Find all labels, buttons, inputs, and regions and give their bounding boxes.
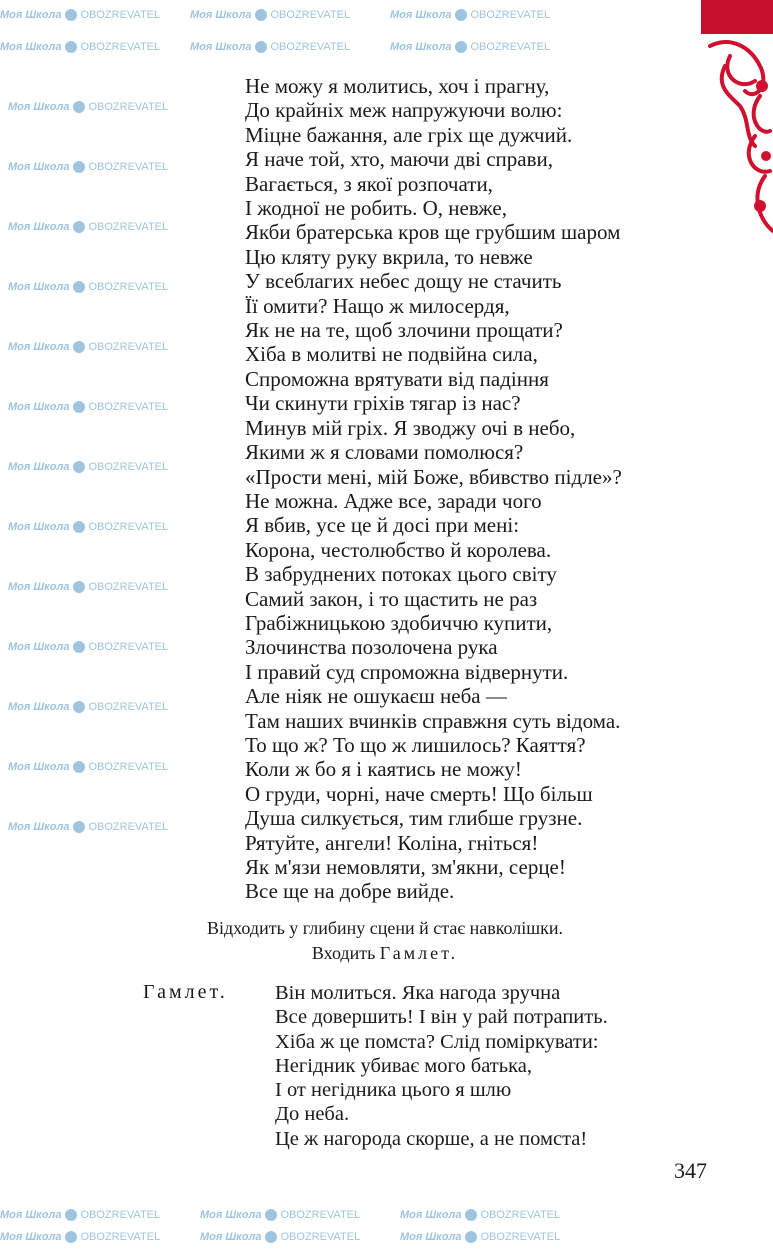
watermark [390,8,550,22]
watermark-school: Моя Школа [8,101,70,113]
verse-line: То що ж? То що ж лишилось? Каяття? [245,732,586,757]
verse-line: Душа силкується, тим глибше грузне. [245,806,583,831]
watermark-brand: OBOZREVATEL [80,41,161,53]
watermark-school: Моя Школа [0,9,62,21]
watermark [200,1230,360,1244]
watermark-school: Моя Школа [8,161,70,173]
verse-line: Вагається, з якої розпочати, [245,171,493,196]
watermark [0,1208,160,1222]
watermark-brand: OBOZREVATEL [88,281,169,293]
watermark-school: Моя Школа [8,341,70,353]
watermark-school: Моя Школа [0,1209,62,1221]
watermark-school: Моя Школа [400,1209,462,1221]
verse-line: До крайніх меж напружуючи волю: [245,98,563,123]
watermark [0,1230,160,1244]
verse-line: Але ніяк не ошукаєш неба — [245,684,507,709]
watermark [400,1208,560,1222]
watermark-brand: OBOZREVATEL [470,9,551,21]
obozrevatel-logo-icon [73,101,85,113]
watermark [8,640,168,654]
watermark [8,760,168,774]
watermark-brand: OBOZREVATEL [88,401,169,413]
watermark-school: Моя Школа [8,701,70,713]
watermark-school: Моя Школа [400,1231,462,1243]
verse-line: Хіба в молитві не подвійна сила, [245,342,538,367]
verse-line: І жодної не робить. О, невже, [245,196,507,221]
obozrevatel-logo-icon [465,1231,477,1243]
speaker-name: Гамлет. [143,981,228,1003]
verse-line: «Прости мені, мій Боже, вбивство підле»? [245,464,622,489]
obozrevatel-logo-icon [455,41,467,53]
obozrevatel-logo-icon [73,161,85,173]
watermark [8,160,168,174]
watermark [8,580,168,594]
watermark [8,340,168,354]
watermark-brand: OBOZREVATEL [88,161,169,173]
watermark-school: Моя Школа [8,281,70,293]
verse-line: Там наших вчинків справжня суть відома. [245,708,621,733]
watermark-school: Моя Школа [8,581,70,593]
stage-direction-entrance [140,941,630,965]
watermark-school: Моя Школа [390,41,452,53]
watermark [0,8,160,22]
watermark-school: Моя Школа [8,401,70,413]
watermark-brand: OBOZREVATEL [88,341,169,353]
watermark-brand: OBOZREVATEL [270,9,351,21]
watermark-brand: OBOZREVATEL [80,9,161,21]
watermark [8,820,168,834]
watermark [8,520,168,534]
obozrevatel-logo-icon [73,401,85,413]
watermark-brand: OBOZREVATEL [88,461,169,473]
watermark-brand: OBOZREVATEL [88,581,169,593]
watermark-school: Моя Школа [190,41,252,53]
verse-line: Грабіжницькою здобиччю купити, [245,610,553,635]
watermark [0,40,160,54]
watermark-school: Моя Школа [8,641,70,653]
verse-line: Міцне бажання, але гріх ще дужчий. [245,122,573,147]
verse-line: І правий суд спроможна відвернути. [245,659,569,684]
verse-line: Не можу я молитись, хоч і прагну, [245,74,550,98]
verse-line: Злочинства позолочена рука [245,635,498,660]
entrance-text: Входить [311,943,376,963]
obozrevatel-logo-icon [73,761,85,773]
watermark [8,700,168,714]
obozrevatel-logo-icon [73,581,85,593]
obozrevatel-logo-icon [465,1209,477,1221]
watermark-brand: OBOZREVATEL [88,821,169,833]
obozrevatel-logo-icon [65,1231,77,1243]
verse-line: Цю кляту руку вкрила, то невже [245,244,533,269]
watermark [8,220,168,234]
claudius-monologue [245,74,622,904]
obozrevatel-logo-icon [73,821,85,833]
obozrevatel-logo-icon [73,461,85,473]
verse-line: Не можна. Адже все, заради чого [245,488,542,513]
obozrevatel-logo-icon [73,281,85,293]
verse-line: Він молиться. Яка нагода зручна [275,982,561,1004]
watermark-brand: OBOZREVATEL [88,521,169,533]
watermark-school: Моя Школа [390,9,452,21]
watermark-brand: OBOZREVATEL [80,1209,161,1221]
watermark [190,8,350,22]
obozrevatel-logo-icon [73,641,85,653]
verse-line: Самий закон, і то щастить не раз [245,586,538,611]
watermark-brand: OBOZREVATEL [270,41,351,53]
verse-line: Як не на те, щоб злочини прощати? [245,318,563,343]
obozrevatel-logo-icon [65,1209,77,1221]
verse-line: Я вбив, усе це й досі при мені: [245,513,520,538]
watermark-school: Моя Школа [8,221,70,233]
verse-line: Все довершить! І він у рай потрапить. [275,1006,608,1029]
verse-line: Я наче той, хто, маючи дві справи, [245,147,553,172]
watermark-brand: OBOZREVATEL [88,221,169,233]
obozrevatel-logo-icon [73,521,85,533]
verse-line: Чи скинути гріхів тягар із нас? [245,391,521,416]
verse-line: І от негідника цього я шлю [275,1079,512,1102]
obozrevatel-logo-icon [455,9,467,21]
obozrevatel-logo-icon [73,701,85,713]
hamlet-speech [275,981,608,1151]
watermark-brand: OBOZREVATEL [88,101,169,113]
page-number: 347 [674,1158,707,1183]
watermark-school: Моя Школа [0,1231,62,1243]
watermark-brand: OBOZREVATEL [470,41,551,53]
watermark-brand: OBOZREVATEL [88,761,169,773]
watermark-brand: OBOZREVATEL [88,701,169,713]
watermark-school: Моя Школа [8,761,70,773]
watermark [390,40,550,54]
watermark-school: Моя Школа [190,9,252,21]
verse-line: Минув мій гріх. Я зводжу очі в небо, [245,415,576,440]
watermark-school: Моя Школа [8,821,70,833]
verse-line: У всеблагих небес дощу не стачить [245,269,562,294]
obozrevatel-logo-icon [255,41,267,53]
verse-line: Негідник убиває мого батька, [275,1054,532,1077]
watermark-school: Моя Школа [200,1209,262,1221]
watermark [8,100,168,114]
verse-line: Все ще на добре вийде. [245,879,455,904]
watermark-brand: OBOZREVATEL [88,641,169,653]
watermark [8,280,168,294]
watermark-school: Моя Школа [0,41,62,53]
obozrevatel-logo-icon [265,1209,277,1221]
watermark-brand: OBOZREVATEL [280,1231,361,1243]
verse-line: Корона, честолюбство й королева. [245,537,552,562]
obozrevatel-logo-icon [73,341,85,353]
obozrevatel-logo-icon [65,9,77,21]
verse-line: Її омити? Нащо ж милосердя, [245,293,510,318]
verse-line: О груди, чорні, наче смерть! Що більш [245,781,593,806]
verse-line: В забруднених потоках цього світу [245,562,557,587]
verse-line: Хіба ж це помста? Слід поміркувати: [275,1030,599,1053]
obozrevatel-logo-icon [265,1231,277,1243]
watermark [200,1208,360,1222]
corner-color-band [701,0,773,34]
verse-line: Це ж нагорода скорше, а не помста! [275,1127,588,1150]
obozrevatel-logo-icon [65,41,77,53]
obozrevatel-logo-icon [73,221,85,233]
verse-line: Якими ж я словами помолюся? [245,440,524,465]
watermark-school: Моя Школа [8,461,70,473]
entrance-character: Гамлет. [379,943,459,963]
obozrevatel-logo-icon [255,9,267,21]
verse-line: До неба. [275,1103,350,1126]
watermark-brand: OBOZREVATEL [280,1209,361,1221]
watermark [190,40,350,54]
verse-line: Як м'язи немовляти, зм'якни, серце! [245,855,566,879]
watermark [8,460,168,474]
watermark-brand: OBOZREVATEL [80,1231,161,1243]
watermark-school: Моя Школа [8,521,70,533]
verse-line: Рятуйте, ангели! Коліна, гніться! [245,830,539,855]
stage-direction: Відходить у глибину сцени й стає навколішки. [206,918,564,938]
watermark-school: Моя Школа [200,1231,262,1243]
watermark-brand: OBOZREVATEL [480,1209,561,1221]
watermark [400,1230,560,1244]
verse-line: Спроможна врятувати від падіння [245,366,549,391]
verse-line: Коли ж бо я і каятись не можу! [245,757,522,782]
watermark [8,400,168,414]
verse-line: Якби братерська кров ще грубшим шаром [245,220,621,245]
floral-ornament-icon [700,36,773,236]
watermark-brand: OBOZREVATEL [480,1231,561,1243]
